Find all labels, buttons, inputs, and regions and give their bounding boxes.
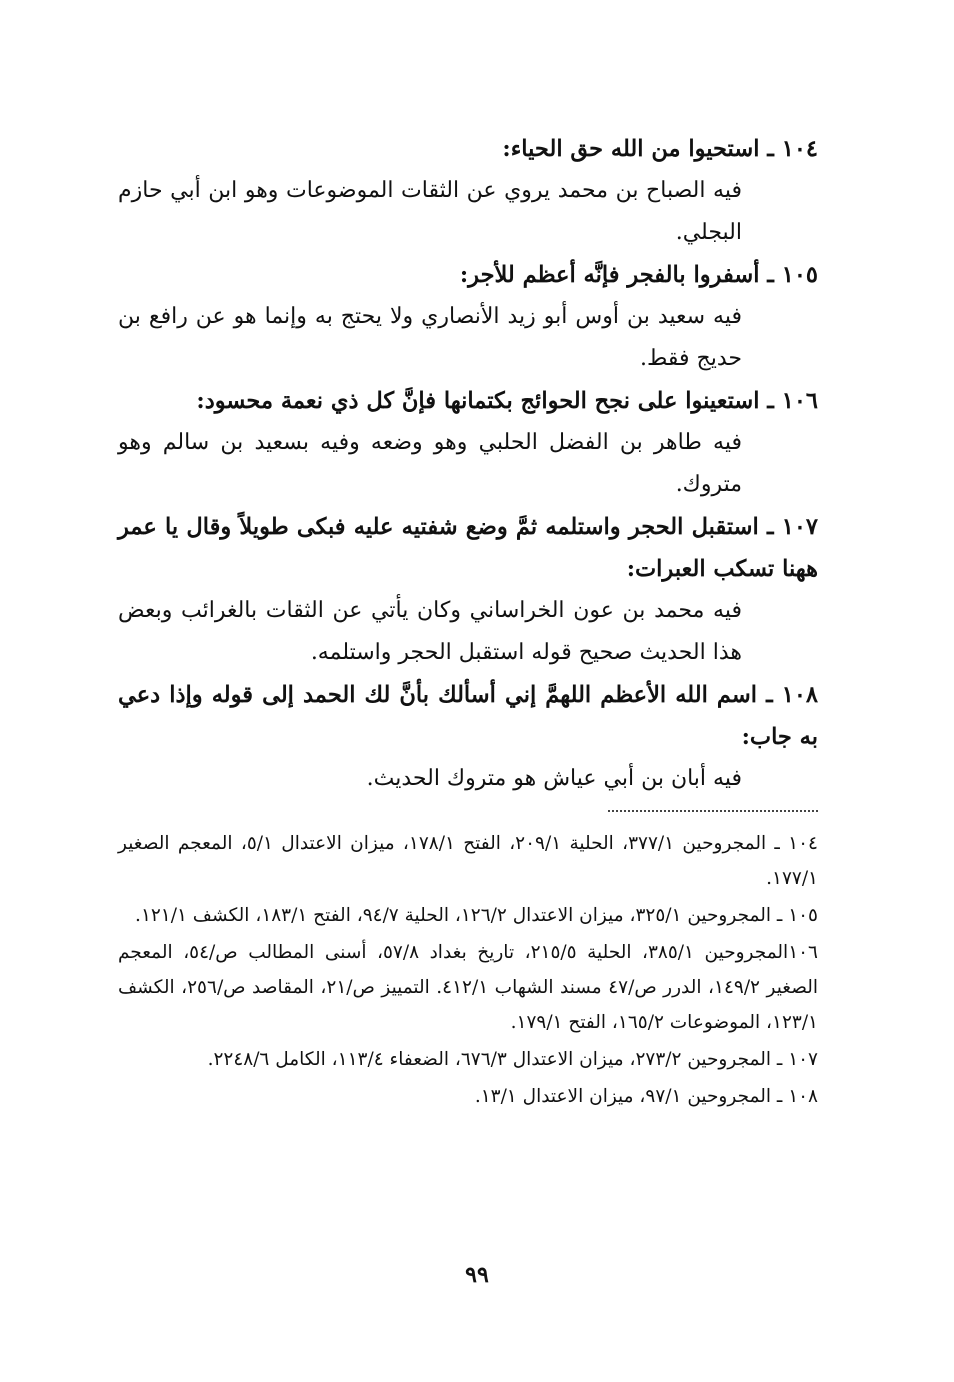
footnote-number: ١٠٧: [788, 1049, 818, 1070]
footnote-text: المجروحين ٢٧٣/٢، ميزان الاعتدال ٦٧٦/٣، الضعفاء ١١٣/٤، الكامل ٢٢٤٨/٦.: [207, 1049, 771, 1070]
hadith-entry-107: [118, 506, 818, 674]
entry-heading: ١٠٦ ـ استعينوا على نجح الحوائج بكتمانها فإنَّ كل ذي نعمة محسود:: [196, 388, 818, 414]
footnote-text: المجروحين ٩٧/١، ميزان الاعتدال ١٣/١.: [474, 1086, 771, 1107]
hadith-entry-106: [118, 380, 818, 506]
entry-number: ١٠٦: [781, 388, 818, 414]
entry-heading: ١٠٧ ـ استقبل الحجر واستلمه ثمَّ وضع شفتيه عليه فبكى طويلاً وقال يا عمر ههنا تسكب العبرات:: [118, 514, 819, 582]
entry-body: فيه الصباح بن محمد يروي عن الثقات الموضوعات وهو ابن أبي حازم البجلي.: [118, 178, 742, 245]
hadith-entry-105: [118, 254, 818, 380]
entry-number: ١٠٤: [781, 136, 818, 162]
footnote-number: ١٠٤: [788, 833, 818, 854]
footnote-106: [118, 935, 818, 1040]
entry-heading: ١٠٤ ـ استحيوا من الله حق الحياء:: [502, 136, 818, 162]
entry-heading: ١٠٨ ـ اسم الله الأعظم اللهمَّ إني أسألك بأنَّ لك الحمد إلى قوله وإذا دعي به جاب:: [118, 682, 819, 750]
entry-body: فيه محمد بن عون الخراساني وكان يأتي عن الثقات بالغرائب وبعض هذا الحديث صحيح قوله استقبل الحجر واستلمه.: [118, 598, 742, 665]
entry-heading-text: أسفروا بالفجر فإنَّه أعظم للأجر:: [459, 262, 760, 288]
footnotes: [118, 826, 818, 1114]
footnote-105: ١٠٥ ـ المجروحين ٣٢٥/١، ميزان الاعتدال ١٢٦/٢، الحلية ٩٤/٧، الفتح ١٨٣/١، الكشف ١٢١/١.: [135, 905, 818, 926]
footnote-separator: [608, 810, 818, 812]
entry-number: ١٠٥: [781, 262, 818, 288]
entry-body: فيه أبان بن أبي عياش هو متروك الحديث.: [366, 766, 742, 791]
hadith-entry-104: [118, 128, 818, 254]
footnote-104: ١٠٤ ـ المجروحين ٣٧٧/١، الحلية ٢٠٩/١، الفتح ١٧٨/١، ميزان الاعتدال ٥/١، المعجم الصغير ١٧٧/١.: [118, 833, 818, 889]
hadith-entry-108: [118, 674, 818, 800]
entry-body: فيه سعيد بن أوس أبو زيد الأنصاري ولا يحتج به وإنما هو عن رافع بن حديج فقط.: [118, 304, 742, 371]
footnote-108: ١٠٨ ـ المجروحين ٩٧/١، ميزان الاعتدال ١٣/١.: [474, 1086, 818, 1107]
entry-heading-text: استعينوا على نجح الحوائج بكتمانها فإنَّ كل ذي نعمة محسود:: [196, 388, 760, 414]
entry-body: فيه طاهر بن الفضل الحلبي وهو وضعه وفيه بسعيد بن سالم وهو متروك.: [118, 430, 742, 497]
footnote-number: ١٠٦: [788, 942, 818, 963]
entry-heading-text: استقبل الحجر واستلمه ثمَّ وضع شفتيه عليه فبكى طويلاً وقال يا عمر ههنا تسكب العبرات:: [118, 514, 818, 582]
entry-heading-text: اسم الله الأعظم اللهمَّ إني أسألك بأنَّ لك الحمد إلى قوله وإذا دعي به جاب:: [118, 682, 818, 750]
entry-number: ١٠٧: [781, 514, 819, 540]
entry-heading: ١٠٥ ـ أسفروا بالفجر فإنَّه أعظم للأجر:: [459, 262, 818, 288]
footnote-number: ١٠٨: [788, 1086, 818, 1107]
entry-heading-text: استحيوا من الله حق الحياء:: [502, 136, 760, 162]
page-content: [118, 128, 818, 1116]
entry-number: ١٠٨: [781, 682, 819, 708]
footnote-number: ١٠٥: [788, 905, 818, 926]
page-number: ٩٩: [465, 1262, 489, 1288]
footnote-text: المجروحين ٣٧٧/١، الحلية ٢٠٩/١، الفتح ١٧٨/١، ميزان الاعتدال ٥/١، المعجم الصغير ١٧٧/١.: [118, 833, 818, 889]
footnote-107: ١٠٧ ـ المجروحين ٢٧٣/٢، ميزان الاعتدال ٦٧٦/٣، الضعفاء ١١٣/٤، الكامل ٢٢٤٨/٦.: [207, 1049, 818, 1070]
footnote-text: المجروحين ٣٢٥/١، ميزان الاعتدال ١٢٦/٢، الحلية ٩٤/٧، الفتح ١٨٣/١، الكشف ١٢١/١.: [135, 905, 771, 926]
footnote-text: المجروحين ٣٨٥/١، الحلية ٢١٥/٥، تاريخ بغداد ٥٧/٨، أسنى المطالب ص/٥٤، المعجم الصغير ١٤٩/٢، الدرر ص/٤٧ مسند الشهاب ٤١٢/١. التمييز ص/٢١، المقاصد ص/٢٥٦، الكشف ١٢٣/١، الموضوعات ١٦٥/٢، الفتح ١٧٩/١.: [118, 942, 819, 1033]
